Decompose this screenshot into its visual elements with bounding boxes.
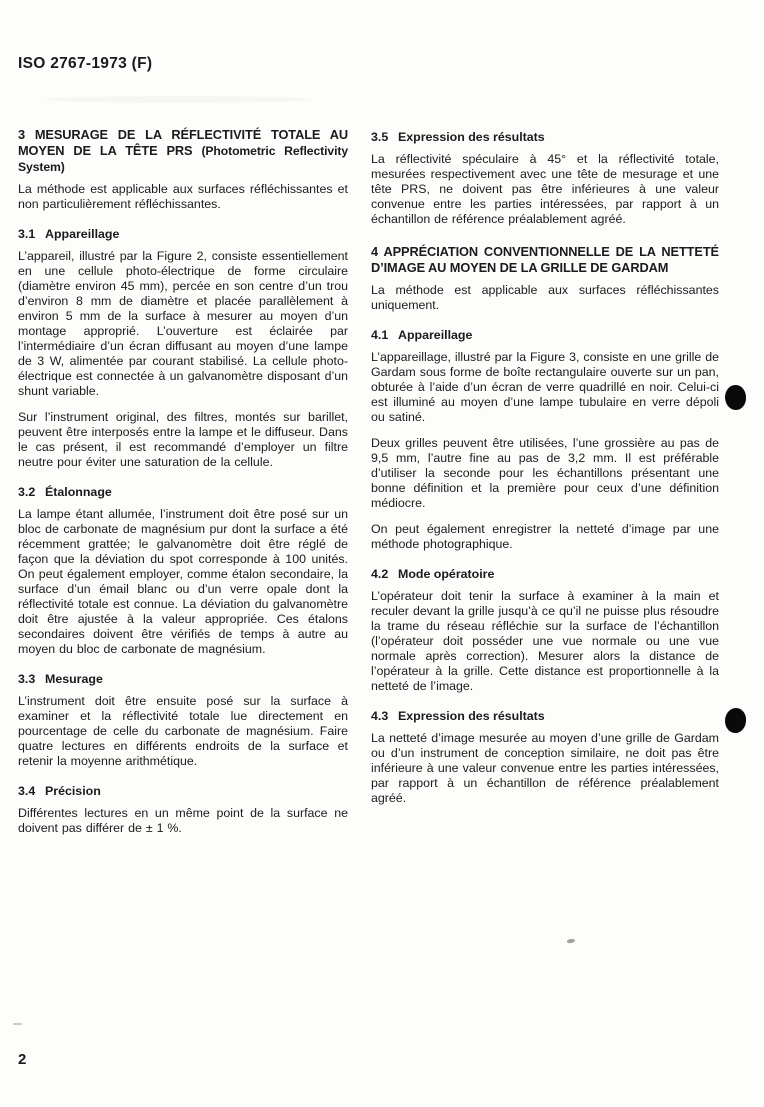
section-3-heading (18, 127, 348, 175)
section-3-5-number: 3.5 (371, 130, 389, 144)
section-4-2-title: Mode opératoire (398, 567, 495, 581)
section-4-2-number: 4.2 (371, 567, 389, 581)
paragraph-3-4-a: Différentes lectures en un même point de la surface ne doivent pas différer de ± 1 %. (18, 806, 348, 835)
section-3-5-heading (371, 130, 719, 144)
paragraph-3-5-a: La réflectivité spéculaire à 45° et la réflectivité totale, mesurées respectivement avec une tête de mesurage et une tête PRS, ne doivent pas être inférieures à une valeur convenue entre les parties intéressées, par rapport à un échantillon de référence préalablement agréé. (371, 152, 719, 226)
paragraph-4-2-a: L’opérateur doit tenir la surface à examiner à la main et reculer devant la grille jusqu’à ce qu’il ne puisse plus résoudre la trame du réseau réfléchie sur la surface de l’échantillon (l’opérateur doit posséder une vue normale ou une vue normale après correction). Mesurer alors la distance de l’opérateur à la grille. Cette distance est proportionnelle à la netteté de l’image. (371, 589, 719, 693)
registration-dot-upper (725, 385, 746, 410)
section-4-number: 4 (371, 244, 379, 259)
registration-dot-lower (723, 707, 747, 735)
section-3-3-heading (18, 672, 348, 686)
paragraph-section-3-intro: La méthode est applicable aux surfaces réfléchissantes et non particulièrement réfléchissantes. (18, 182, 348, 211)
paragraph-4-1-c: On peut également enregistrer la netteté d’image par une méthode photographique. (371, 522, 719, 551)
section-4-heading (371, 244, 719, 276)
section-3-2-title: Étalonnage (45, 485, 112, 499)
paragraph-3-3-a: L’instrument doit être ensuite posé sur la surface à examiner et la réflectivité totale lue directement en pourcentage de celle du carbonate de magnésium. Faire quatre lectures en différents endroits de la surface et retenir la moyenne arithmétique. (18, 694, 348, 768)
section-4-1-number: 4.1 (371, 328, 389, 342)
section-4-3-heading (371, 709, 719, 723)
section-4-2-heading (371, 567, 719, 581)
section-4-1-title: Appareillage (398, 328, 473, 342)
right-column (371, 127, 719, 847)
section-3-1-number: 3.1 (18, 227, 36, 241)
section-3-title: MESURAGE DE LA RÉFLECTIVITÉ TOTALE AU MOYEN DE LA TÊTE PRS (18, 127, 348, 158)
section-3-3-number: 3.3 (18, 672, 36, 686)
section-3-2-number: 3.2 (18, 485, 36, 499)
section-3-3-title: Mesurage (45, 672, 103, 686)
left-column (18, 127, 348, 847)
section-3-title-paren: (Photometric Reflectivity System) (18, 144, 348, 174)
paragraph-3-2-a: La lampe étant allumée, l’instrument doit être posé sur un bloc de carbonate de magnésium pur dont la surface a été récemment grattée; le galvanomètre doit être réglé de façon que la déviation du spot corresponde à 100 unités. On peut également employer, comme étalon secondaire, la surface d’un émail blanc ou d’un verre opale dont la réflectivité totale est connue. La déviation du galvanomètre doit être ajustée à la valeur appropriée. Ces étalons secondaires doivent être vérifiés de temps à autre au moyen du bloc de carbonate de magnésium. (18, 507, 348, 656)
section-4-3-title: Expression des résultats (398, 709, 545, 723)
section-4-3-number: 4.3 (371, 709, 389, 723)
paragraph-4-1-b: Deux grilles peuvent être utilisées, l’une grossière au pas de 9,5 mm, l’autre fine au pas de 3,2 mm. Il est préférable d’utiliser la seconde pour les échantillons présentant une bonne définition et la première pour ceux d’une définition médiocre. (371, 436, 719, 510)
two-column-layout (18, 127, 719, 847)
scan-smudge (45, 96, 310, 103)
scan-speck (567, 938, 576, 944)
page-header: ISO 2767-1973 (F) (18, 55, 153, 72)
section-3-1-heading (18, 227, 348, 241)
section-3-number: 3 (18, 127, 26, 142)
section-3-4-number: 3.4 (18, 784, 36, 798)
paragraph-3-1-b: Sur l’instrument original, des filtres, montés sur barillet, peuvent être interposés entre la lampe et le diffuseur. Dans le cas présent, il est recommandé d’employer un filtre neutre pour éviter une saturation de la cellule. (18, 410, 348, 469)
section-3-4-heading (18, 784, 348, 798)
page-number: 2 (18, 1051, 27, 1068)
section-3-2-heading (18, 485, 348, 499)
section-3-1-title: Appareillage (45, 227, 120, 241)
section-3-5-title: Expression des résultats (398, 130, 545, 144)
paragraph-3-1-a: L’appareil, illustré par la Figure 2, consiste essentiellement en une cellule photo-électrique de forme circulaire (diamètre environ 45 mm), percée en son centre d’un trou d’environ 8 mm de diamètre et placée parallèlement à environ 5 mm de la surface à mesurer au moyen d’un montage approprié. L’ouverture est éclairée par l’intermédiaire d’un écran diffusant au moyen d’une lampe de 3 W, alimentée par courant stabilisé. La cellule photo-électrique est connectée à un galvanomètre disposant d’un shunt variable. (18, 249, 348, 398)
section-4-title: APPRÉCIATION CONVENTIONNELLE DE LA NETTETÉ D’IMAGE AU MOYEN DE LA GRILLE DE GARDAM (371, 244, 719, 275)
paragraph-section-4-intro: La méthode est applicable aux surfaces réfléchissantes uniquement. (371, 283, 719, 312)
paragraph-4-3-a: La netteté d’image mesurée au moyen d’une grille de Gardam ou d’un instrument de conception similaire, ne doit pas être inférieure à une valeur convenue entre les parties intéressées, par rapport à un échantillon de référence préalablement agréé. (371, 731, 719, 805)
section-4-1-heading (371, 328, 719, 342)
section-3-4-title: Précision (45, 784, 101, 798)
scan-dash (13, 1023, 22, 1025)
paragraph-4-1-a: L’appareillage, illustré par la Figure 3, consiste en une grille de Gardam sous forme de boîte rectangulaire ouverte sur un pan, obturée à l’aide d’un écran de verre quadrillé en noir. Celui-ci est illuminé au moyen d’une lampe tubulaire en verre dépoli ou satiné. (371, 350, 720, 424)
